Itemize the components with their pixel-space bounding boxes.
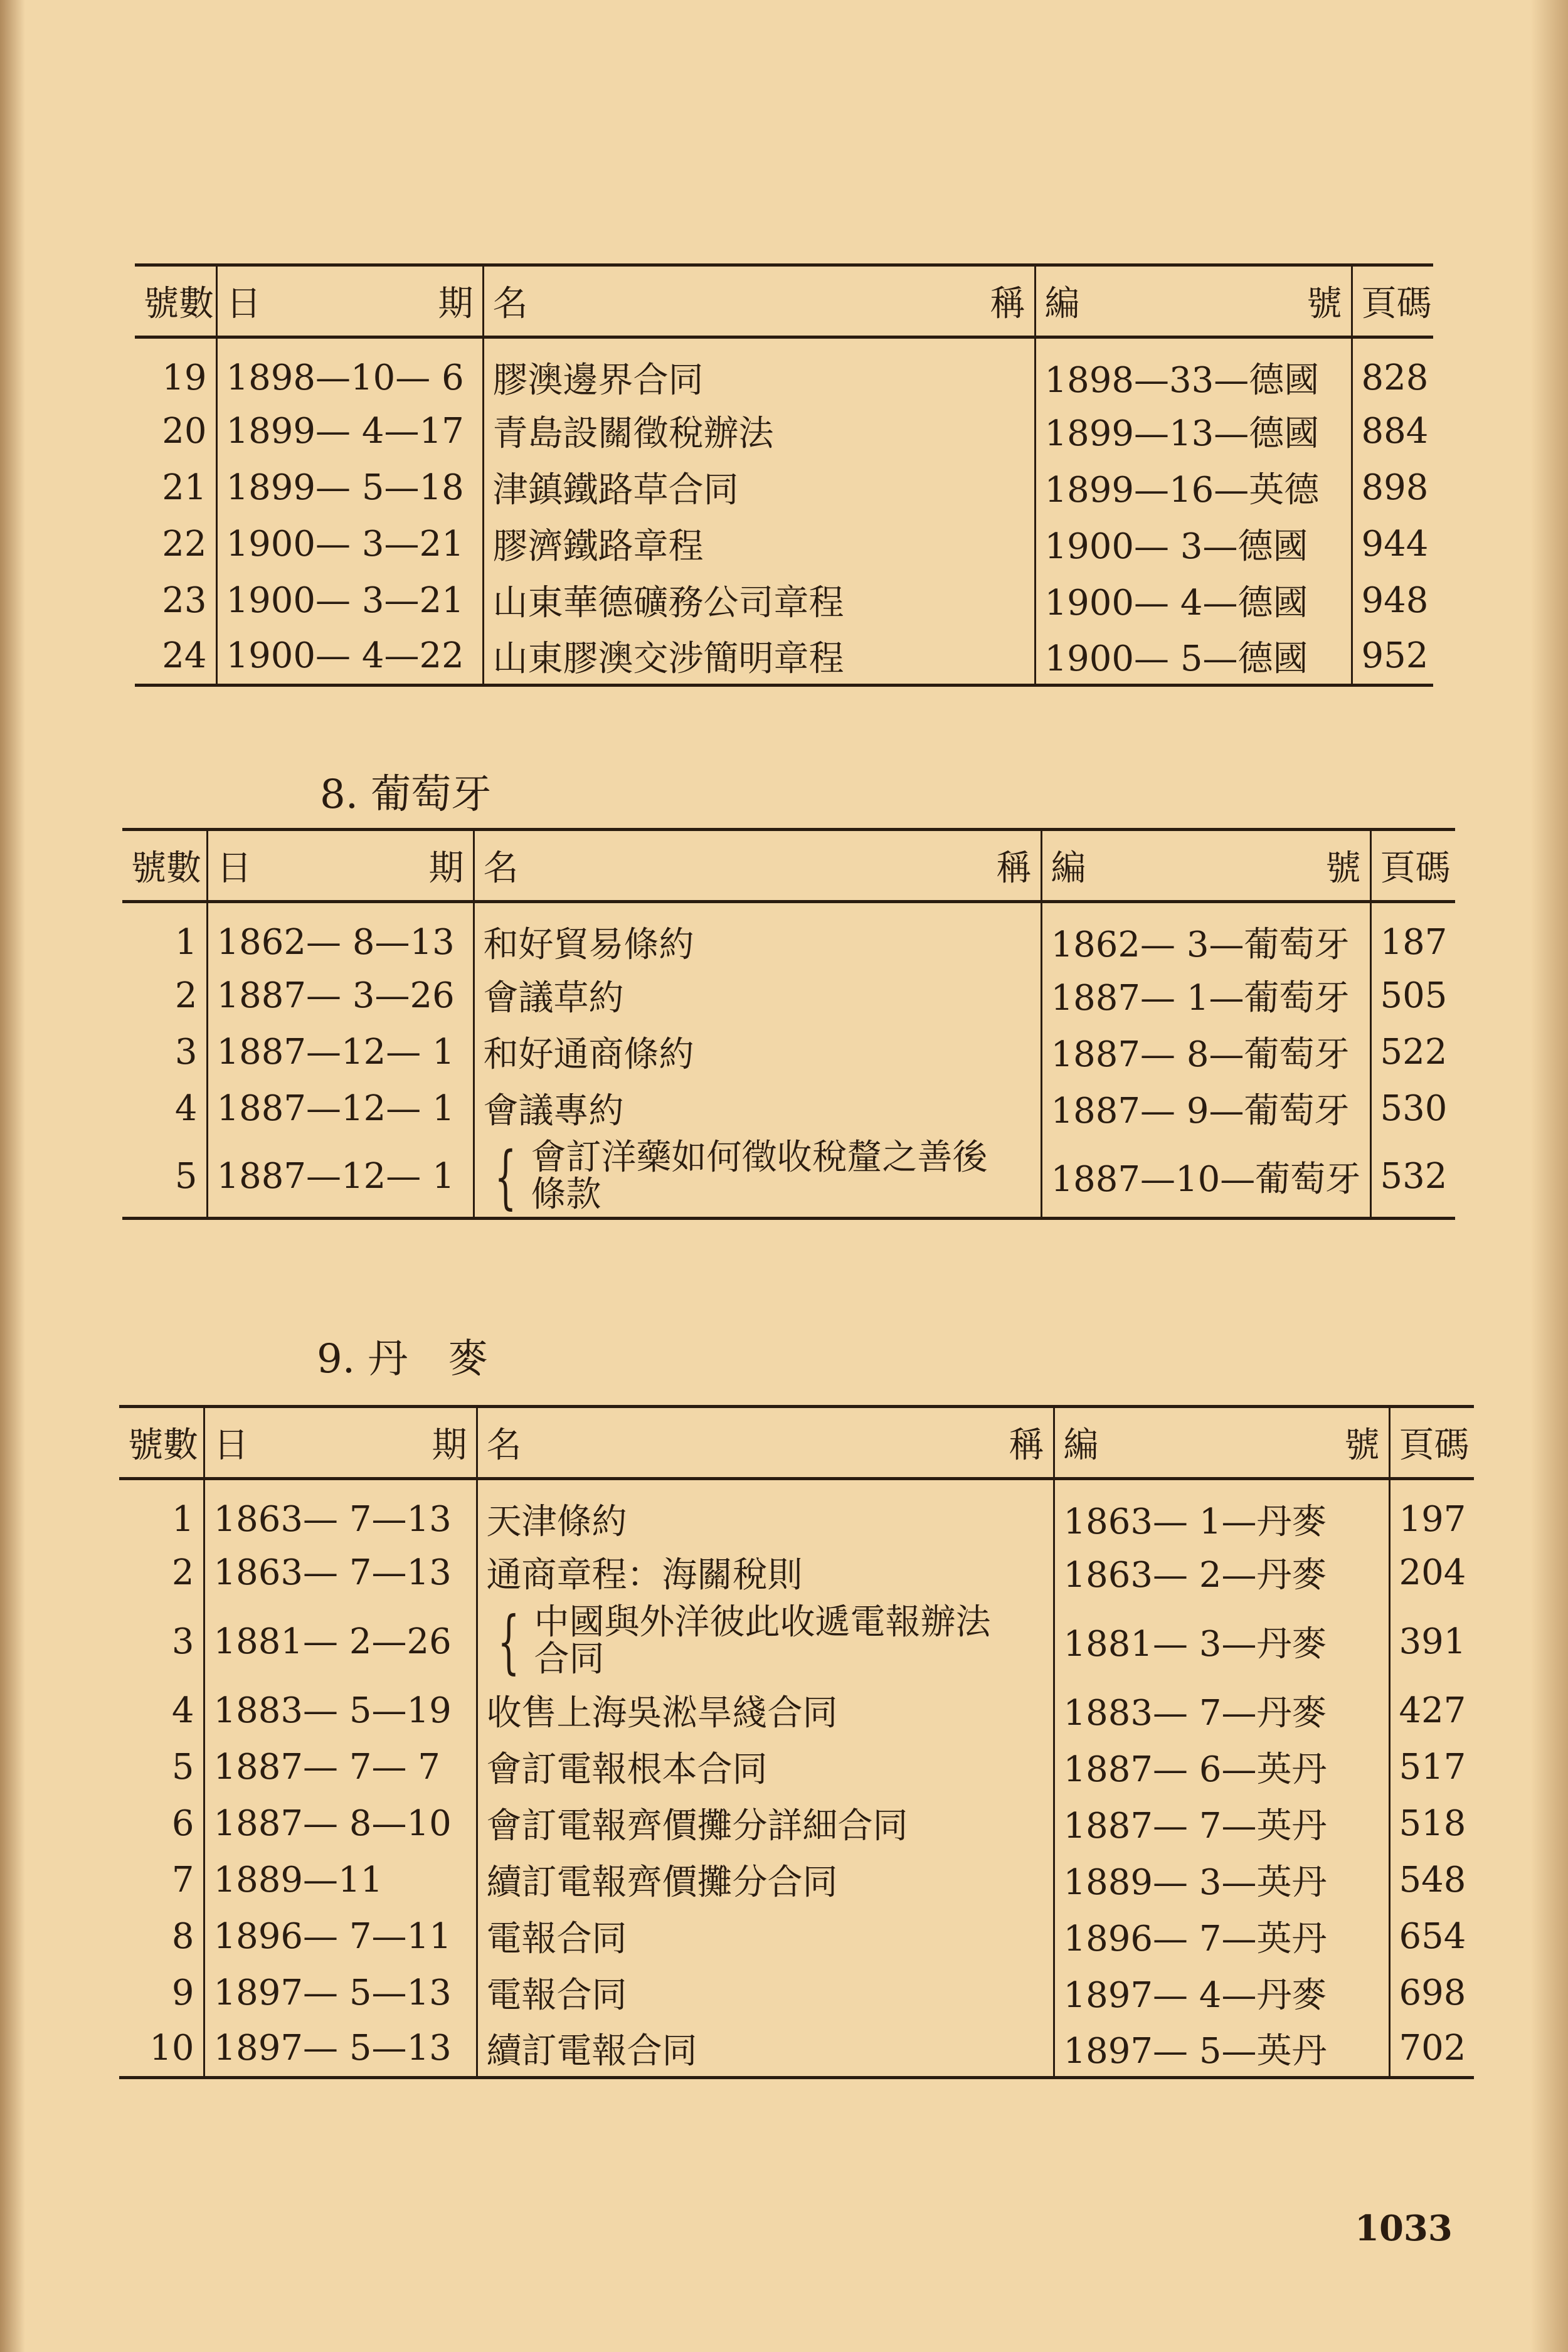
row-number: 20 <box>135 403 216 459</box>
row-code: 1900— 3—德國 <box>1035 516 1352 572</box>
table-row <box>119 1601 1474 1682</box>
row-name <box>477 1601 1054 1682</box>
row-name: 山東華德礦務公司章程 <box>483 572 1035 628</box>
table-row <box>135 337 1433 403</box>
row-code: 1863— 1—丹麥 <box>1054 1479 1389 1545</box>
table-row <box>122 967 1455 1024</box>
row-name: 收售上海吳淞旱綫合同 <box>477 1682 1054 1739</box>
table-row <box>135 403 1433 459</box>
row-number: 1 <box>119 1479 204 1545</box>
row-name: 天津條約 <box>477 1479 1054 1545</box>
row-name: 膠濟鐵路章程 <box>483 516 1035 572</box>
row-number: 8 <box>119 1908 204 1964</box>
table-header-row <box>122 830 1455 902</box>
table-row <box>119 1908 1474 1964</box>
row-page: 197 <box>1399 1498 1466 1540</box>
header-no: 號數 <box>122 830 207 902</box>
header-name: 名 稱 <box>477 1407 1054 1479</box>
row-number: 3 <box>119 1601 204 1682</box>
table-header-row <box>135 265 1433 337</box>
row-page: 702 <box>1389 2021 1474 2077</box>
header-code: 編 號 <box>1035 265 1352 337</box>
row-code: 1881— 3—丹麥 <box>1054 1601 1389 1682</box>
row-name <box>474 1136 1041 1218</box>
row-name: 續訂電報合同 <box>477 2021 1054 2077</box>
row-page: 204 <box>1399 1552 1466 1593</box>
row-name: 山東膠澳交涉簡明章程 <box>483 628 1035 685</box>
row-page: 518 <box>1399 1803 1466 1844</box>
table-row <box>119 1795 1474 1851</box>
brace-icon: { <box>497 1601 519 1682</box>
row-number: 5 <box>122 1136 207 1218</box>
brace-icon: { <box>494 1136 516 1217</box>
row-number: 4 <box>122 1080 207 1136</box>
row-page: 517 <box>1399 1746 1466 1788</box>
row-date: 1863— 7—13 <box>204 1544 477 1601</box>
row-date: 1881— 2—26 <box>204 1601 477 1682</box>
row-date: 1883— 5—19 <box>204 1682 477 1739</box>
table-row <box>122 1024 1455 1080</box>
row-code: 1899—13—德國 <box>1035 403 1352 459</box>
header-no: 號數 <box>135 265 216 337</box>
row-date: 1862— 8—13 <box>207 902 474 968</box>
row-number: 2 <box>119 1544 204 1601</box>
row-page: 948 <box>1361 580 1429 621</box>
header-no: 號數 <box>119 1407 204 1479</box>
row-page: 898 <box>1361 467 1429 508</box>
table-row <box>135 628 1433 685</box>
header-page: 頁碼 <box>1389 1407 1474 1479</box>
treaty-table-portugal <box>122 828 1455 1220</box>
row-date: 1887— 8—10 <box>204 1795 477 1851</box>
header-code: 編 號 <box>1041 830 1370 902</box>
row-name-line: 條款 <box>531 1173 601 1215</box>
table-row <box>135 516 1433 572</box>
header-name: 名 稱 <box>474 830 1041 902</box>
row-date: 1900— 3—21 <box>216 516 483 572</box>
row-code: 1900— 5—德國 <box>1035 628 1352 685</box>
row-date: 1897— 5—13 <box>204 2021 477 2077</box>
row-page: 391 <box>1399 1621 1466 1662</box>
page-edge-shadow <box>1530 0 1568 2352</box>
row-date: 1889—11 <box>204 1851 477 1908</box>
row-name-line: 中國與外洋彼此收遞電報辦法 <box>534 1602 991 1643</box>
table-row <box>119 1739 1474 1795</box>
header-code: 編 號 <box>1054 1407 1389 1479</box>
header-page: 頁碼 <box>1352 265 1433 337</box>
row-code: 1883— 7—丹麥 <box>1054 1682 1389 1739</box>
row-code: 1899—16—英德 <box>1035 459 1352 516</box>
row-page: 505 <box>1380 975 1448 1016</box>
header-date: 日 期 <box>216 265 483 337</box>
row-page: 654 <box>1399 1915 1466 1957</box>
row-code: 1900— 4—德國 <box>1035 572 1352 628</box>
row-name: 和好通商條約 <box>474 1024 1041 1080</box>
header-date: 日 期 <box>204 1407 477 1479</box>
table-row <box>119 1851 1474 1908</box>
row-date: 1899— 5—18 <box>216 459 483 516</box>
row-date: 1887—12— 1 <box>207 1136 474 1218</box>
row-page: 187 <box>1380 921 1448 963</box>
table-row <box>119 1479 1474 1545</box>
row-code: 1863— 2—丹麥 <box>1054 1544 1389 1601</box>
row-name: 電報合同 <box>477 1964 1054 2021</box>
row-name: 膠澳邊界合同 <box>483 337 1035 403</box>
treaty-table-denmark <box>119 1405 1474 2079</box>
row-name: 青島設關徵稅辦法 <box>483 403 1035 459</box>
row-page: 427 <box>1399 1690 1466 1731</box>
row-code: 1889— 3—英丹 <box>1054 1851 1389 1908</box>
table-row <box>122 902 1455 968</box>
row-date: 1900— 4—22 <box>216 628 483 685</box>
row-date: 1887— 3—26 <box>207 967 474 1024</box>
row-number: 6 <box>119 1795 204 1851</box>
row-date: 1900— 3—21 <box>216 572 483 628</box>
row-name: 續訂電報齊價攤分合同 <box>477 1851 1054 1908</box>
section-heading-denmark: 9. 丹 麥 <box>317 1336 489 1382</box>
row-number: 10 <box>119 2021 204 2077</box>
row-number: 7 <box>119 1851 204 1908</box>
table-header-row <box>119 1407 1474 1479</box>
table-row <box>119 2021 1474 2077</box>
row-date: 1898—10— 6 <box>216 337 483 403</box>
row-code: 1862— 3—葡萄牙 <box>1041 902 1370 968</box>
header-page: 頁碼 <box>1370 830 1455 902</box>
row-date: 1887— 7— 7 <box>204 1739 477 1795</box>
row-name-line: 合同 <box>534 1639 605 1680</box>
row-code: 1887— 8—葡萄牙 <box>1041 1024 1370 1080</box>
header-date: 日 期 <box>207 830 474 902</box>
table-row <box>119 1964 1474 2021</box>
row-code: 1887— 1—葡萄牙 <box>1041 967 1370 1024</box>
row-page: 884 <box>1361 410 1429 452</box>
row-code: 1897— 5—英丹 <box>1054 2021 1389 2077</box>
row-number: 4 <box>119 1682 204 1739</box>
treaty-table-germany <box>135 263 1433 687</box>
row-name: 和好貿易條約 <box>474 902 1041 968</box>
table-row <box>122 1080 1455 1136</box>
row-name: 會訂電報齊價攤分詳細合同 <box>477 1795 1054 1851</box>
row-name: 會議專約 <box>474 1080 1041 1136</box>
row-date: 1887—12— 1 <box>207 1024 474 1080</box>
row-name: 會訂電報根本合同 <box>477 1739 1054 1795</box>
row-number: 2 <box>122 967 207 1024</box>
row-date: 1887—12— 1 <box>207 1080 474 1136</box>
row-date: 1897— 5—13 <box>204 1964 477 2021</box>
row-code: 1887— 9—葡萄牙 <box>1041 1080 1370 1136</box>
row-number: 1 <box>122 902 207 968</box>
row-number: 22 <box>135 516 216 572</box>
table-row <box>119 1544 1474 1601</box>
row-page: 522 <box>1380 1031 1448 1073</box>
row-number: 24 <box>135 628 216 685</box>
table-row <box>135 459 1433 516</box>
row-date: 1896— 7—11 <box>204 1908 477 1964</box>
row-number: 21 <box>135 459 216 516</box>
row-page: 944 <box>1361 523 1429 564</box>
row-code: 1887—10—葡萄牙 <box>1041 1136 1370 1218</box>
row-code: 1887— 7—英丹 <box>1054 1795 1389 1851</box>
row-page: 828 <box>1361 357 1429 398</box>
row-name: 通商章程：海關稅則 <box>477 1544 1054 1601</box>
page-gutter-shadow <box>0 0 25 2352</box>
row-number: 9 <box>119 1964 204 2021</box>
row-name-line: 會訂洋藥如何徵收稅釐之善後 <box>531 1136 988 1178</box>
row-number: 3 <box>122 1024 207 1080</box>
row-page: 952 <box>1352 628 1433 685</box>
row-number: 19 <box>135 337 216 403</box>
row-number: 5 <box>119 1739 204 1795</box>
section-heading-portugal: 8. 葡萄牙 <box>320 771 492 818</box>
row-name: 會議草約 <box>474 967 1041 1024</box>
row-code: 1896— 7—英丹 <box>1054 1908 1389 1964</box>
page-number: 1033 <box>1355 2208 1453 2249</box>
row-date: 1863— 7—13 <box>204 1479 477 1545</box>
header-name: 名 稱 <box>483 265 1035 337</box>
row-number: 23 <box>135 572 216 628</box>
row-page: 530 <box>1380 1088 1448 1129</box>
row-page: 698 <box>1399 1972 1466 2013</box>
row-code: 1897— 4—丹麥 <box>1054 1964 1389 2021</box>
table-row <box>135 572 1433 628</box>
row-page: 548 <box>1399 1859 1466 1900</box>
row-code: 1898—33—德國 <box>1035 337 1352 403</box>
row-date: 1899— 4—17 <box>216 403 483 459</box>
table-row <box>122 1136 1455 1218</box>
row-code: 1887— 6—英丹 <box>1054 1739 1389 1795</box>
row-name: 電報合同 <box>477 1908 1054 1964</box>
row-name: 津鎮鐵路草合同 <box>483 459 1035 516</box>
table-row <box>119 1682 1474 1739</box>
row-page: 532 <box>1370 1136 1455 1218</box>
